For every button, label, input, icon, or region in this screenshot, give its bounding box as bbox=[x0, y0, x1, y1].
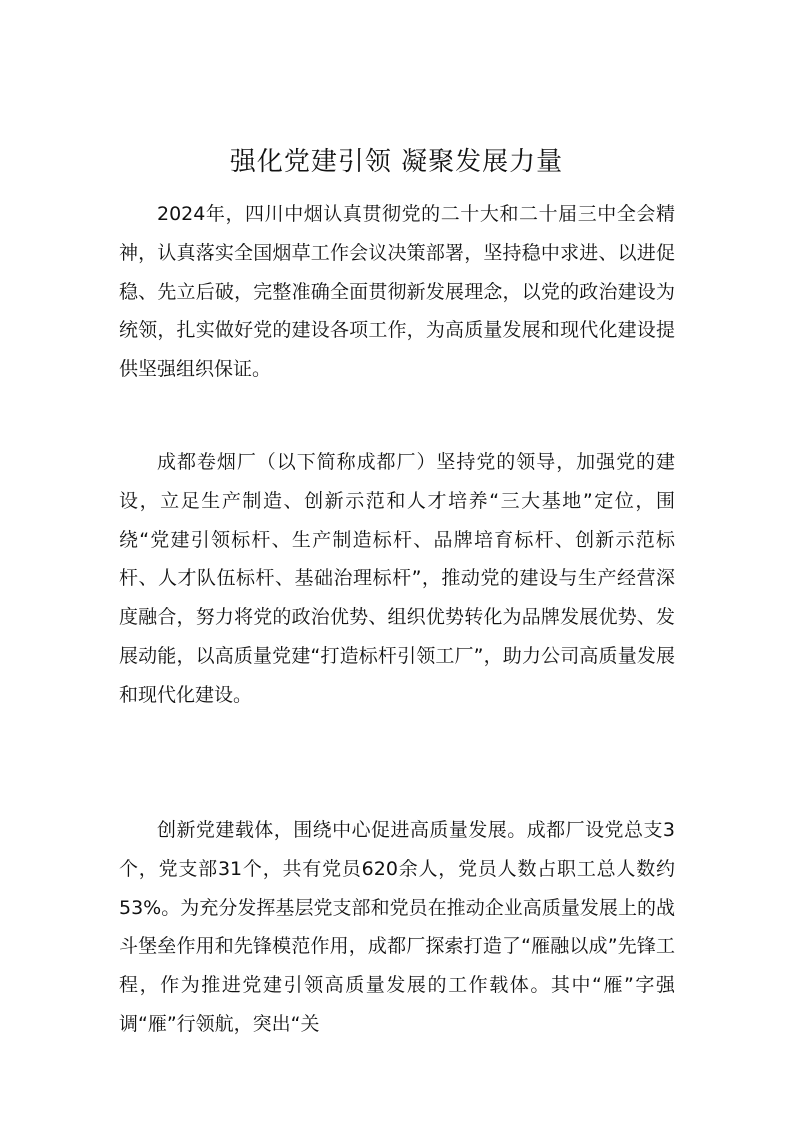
document-title: 强化党建引领 凝聚发展力量 bbox=[229, 147, 564, 178]
paragraph-intro: 2024年，四川中烟认真贯彻党的二十大和二十届三中全会精神，认真落实全国烟草工作会议决策部署，坚持稳中求进、以进促稳、先立后破，完整准确全面贯彻新发展理念，以党的政治建设为统领，扎实做好党的建设各项工作，为高质量发展和现代化建设提供坚强组织保证。 bbox=[119, 203, 675, 381]
paragraph-party-building-carrier: 创新党建载体，围绕中心促进高质量发展。成都厂设党总支3个，党支部31个，共有党员620余人，党员人数占职工总人数约53%。为充分发挥基层党支部和党员在推动企业高质量发展上的战斗堡垒作用和先锋模范作用，成都厂探索打造了“雁融以成”先锋工程，作为推进党建引领高质量发展的工作载体。其中“雁”字强调“雁”行领航，突出“关 bbox=[119, 819, 675, 1035]
paragraph-chengdu-factory: 成都卷烟厂（以下简称成都厂）坚持党的领导，加强党的建设，立足生产制造、创新示范和人才培养“三大基地”定位，围绕“党建引领标杆、生产制造标杆、品牌培育标杆、创新示范标杆、人才队伍标杆、基础治理标杆”，推动党的建设与生产经营深度融合，努力将党的政治优势、组织优势转化为品牌发展优势、发展动能，以高质量党建“打造标杆引领工厂”，助力公司高质量发展和现代化建设。 bbox=[119, 451, 675, 706]
